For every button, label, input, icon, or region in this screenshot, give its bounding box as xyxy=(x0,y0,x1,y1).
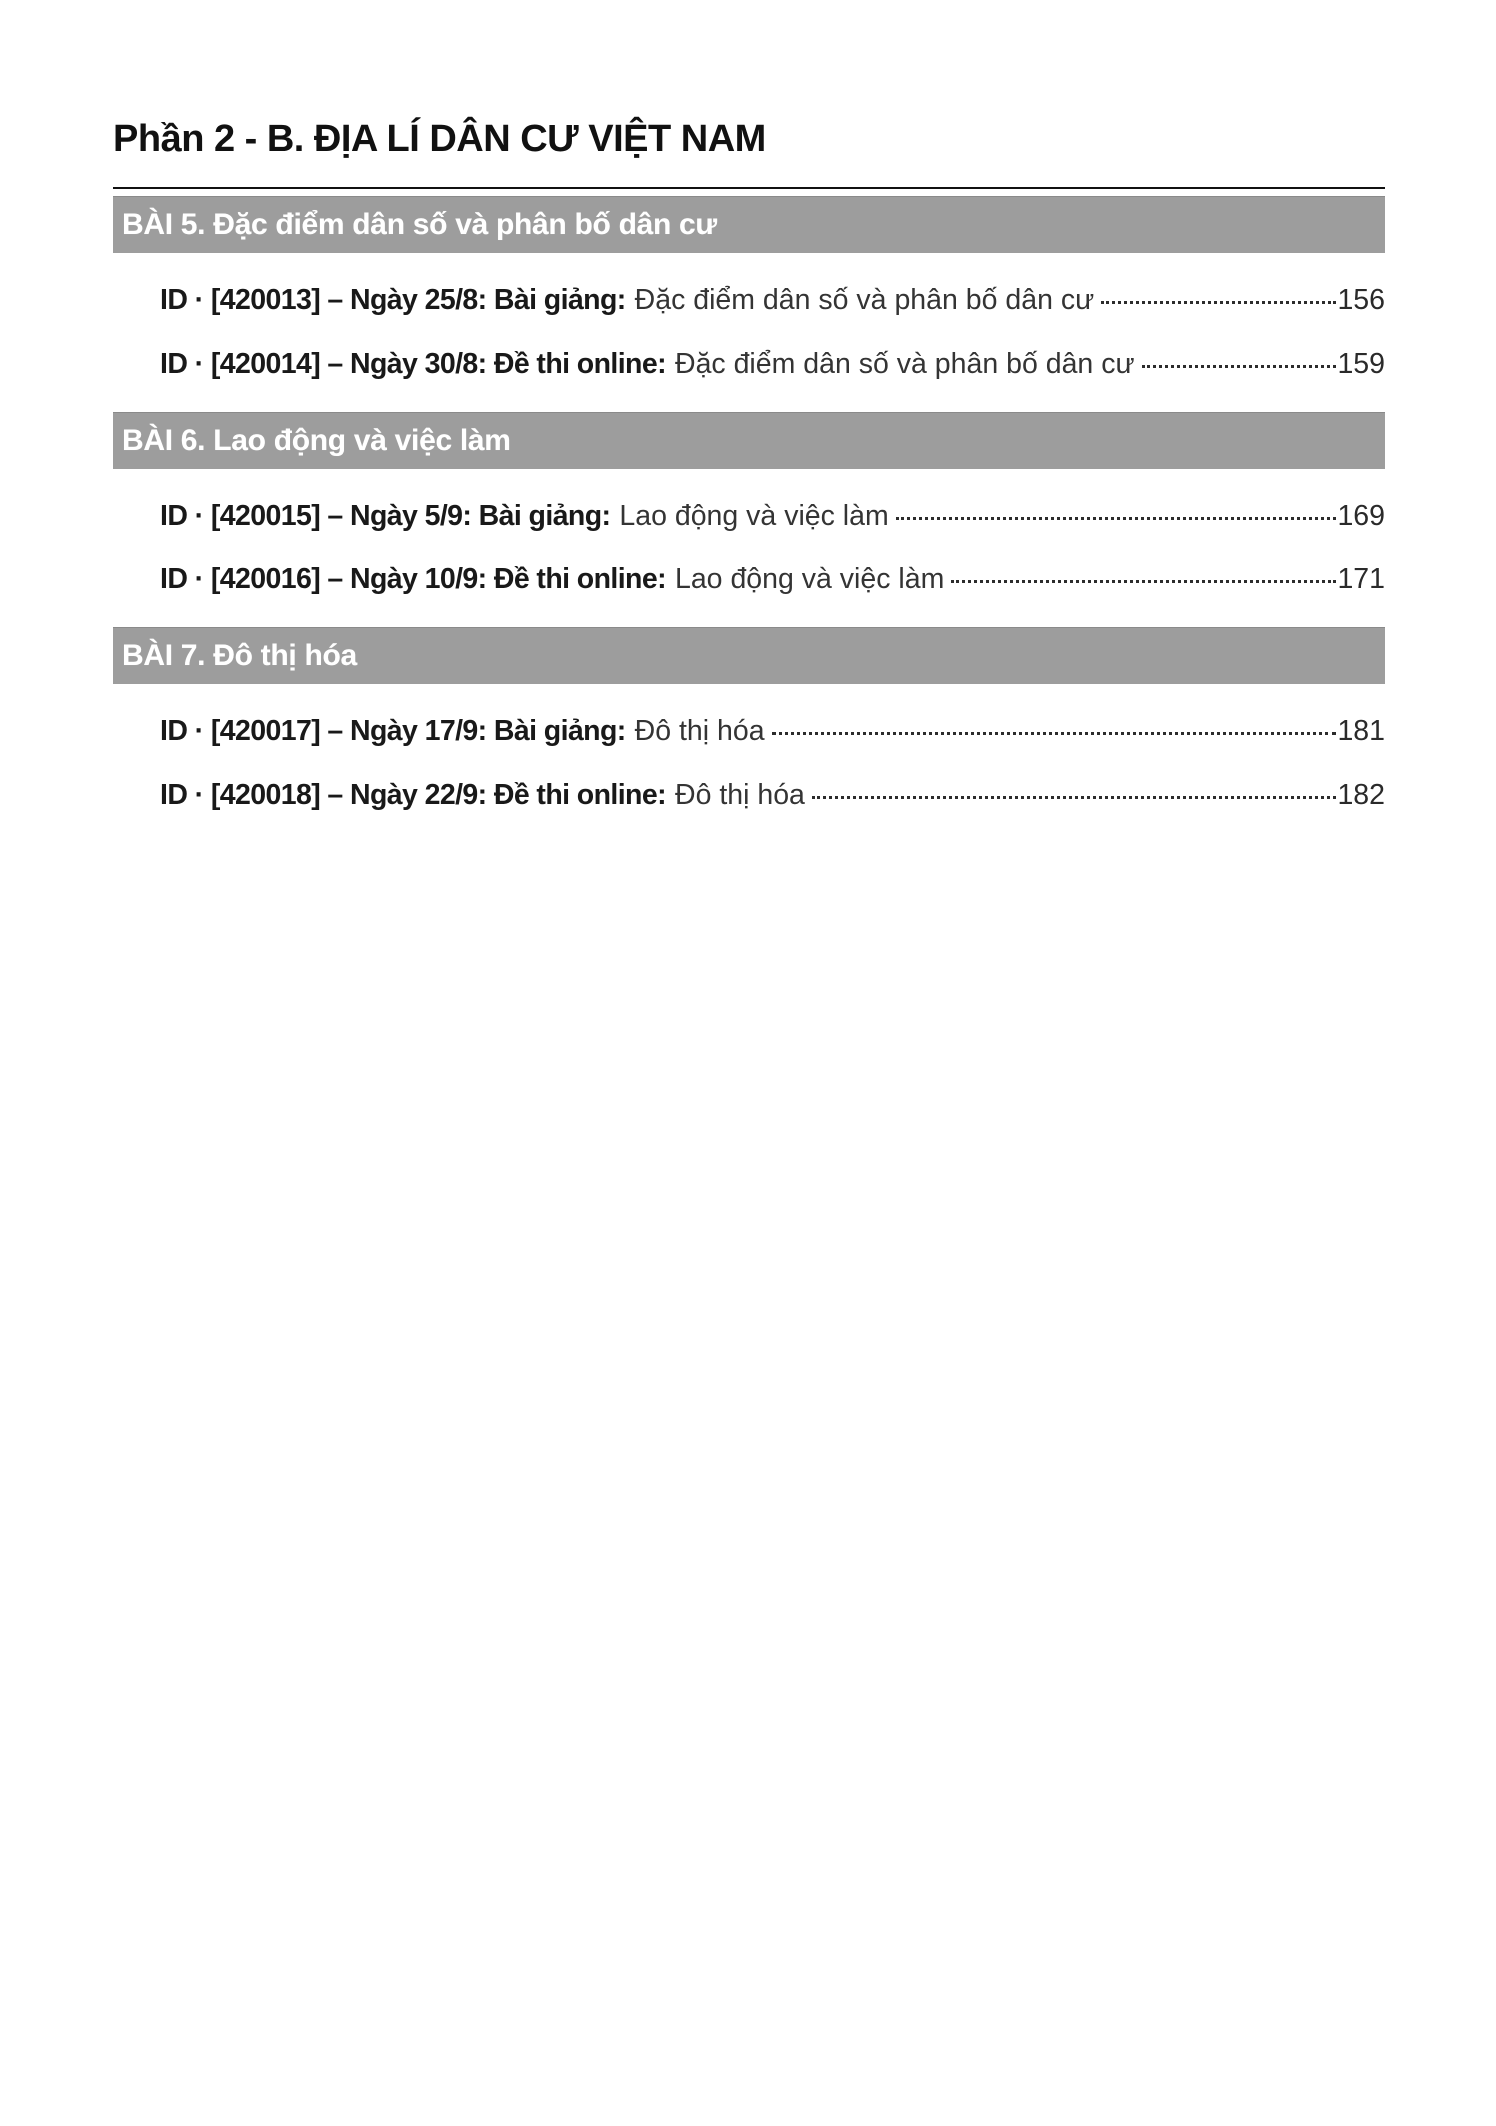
section-heading: BÀI 7. Đô thị hóa xyxy=(122,639,357,673)
toc-entry xyxy=(160,500,1385,533)
toc-entry-title: Đô thị hóa xyxy=(634,715,765,748)
toc-entry-id-label: ID · [420018] – Ngày 22/9: Đề thi online: xyxy=(160,778,666,811)
toc-entry-id-label: ID · [420017] – Ngày 17/9: Bài giảng: xyxy=(160,715,626,748)
dotted-leader xyxy=(951,580,1336,583)
title-rule xyxy=(113,187,1385,189)
toc-entry-title: Lao động và việc làm xyxy=(674,563,945,596)
section-header-bai-5 xyxy=(113,196,1385,253)
toc-entry xyxy=(160,348,1385,381)
toc-entry-page-number: 181 xyxy=(1337,715,1385,748)
section-heading: BÀI 5. Đặc điểm dân số và phân bố dân cư xyxy=(122,208,717,241)
toc-entry-page-number: 171 xyxy=(1337,563,1385,596)
toc-entry xyxy=(160,779,1385,812)
dotted-leader xyxy=(812,796,1337,799)
toc-entry-page-number: 169 xyxy=(1337,499,1385,532)
toc-entry-title: Đặc điểm dân số và phân bố dân cư xyxy=(634,284,1095,316)
dotted-leader xyxy=(1142,365,1337,368)
section-entries xyxy=(113,284,1385,381)
section-header-bai-6 xyxy=(113,412,1385,469)
section-entries xyxy=(113,715,1385,812)
toc-entry-title: Đô thị hóa xyxy=(674,778,805,811)
toc-entry xyxy=(160,284,1385,317)
toc-entry-id-label: ID · [420014] – Ngày 30/8: Đề thi online: xyxy=(160,347,666,380)
toc-entry-page-number: 159 xyxy=(1337,347,1385,380)
page-title: Phần 2 - B. ĐỊA LÍ DÂN CƯ VIỆT NAM xyxy=(113,118,766,160)
section-header-bai-7 xyxy=(113,627,1385,684)
dotted-leader xyxy=(896,517,1337,520)
dotted-leader xyxy=(1101,301,1336,304)
toc-entry xyxy=(160,563,1385,596)
toc-entry xyxy=(160,715,1385,748)
toc-entry-title: Lao động và việc làm xyxy=(619,499,889,532)
dotted-leader xyxy=(772,732,1337,735)
toc-entry-page-number: 182 xyxy=(1337,778,1385,811)
document-page xyxy=(113,0,1385,843)
toc-entry-id-label: ID · [420015] – Ngày 5/9: Bài giảng: xyxy=(160,499,611,532)
section-heading: BÀI 6. Lao động và việc làm xyxy=(122,423,511,457)
toc-entry-id-label: ID · [420013] – Ngày 25/8: Bài giảng: xyxy=(160,284,626,316)
section-entries xyxy=(113,500,1385,597)
toc-entry-title: Đặc điểm dân số và phân bố dân cư xyxy=(674,347,1135,380)
toc-entry-id-label: ID · [420016] – Ngày 10/9: Đề thi online: xyxy=(160,563,666,596)
toc-entry-page-number: 156 xyxy=(1337,284,1385,316)
